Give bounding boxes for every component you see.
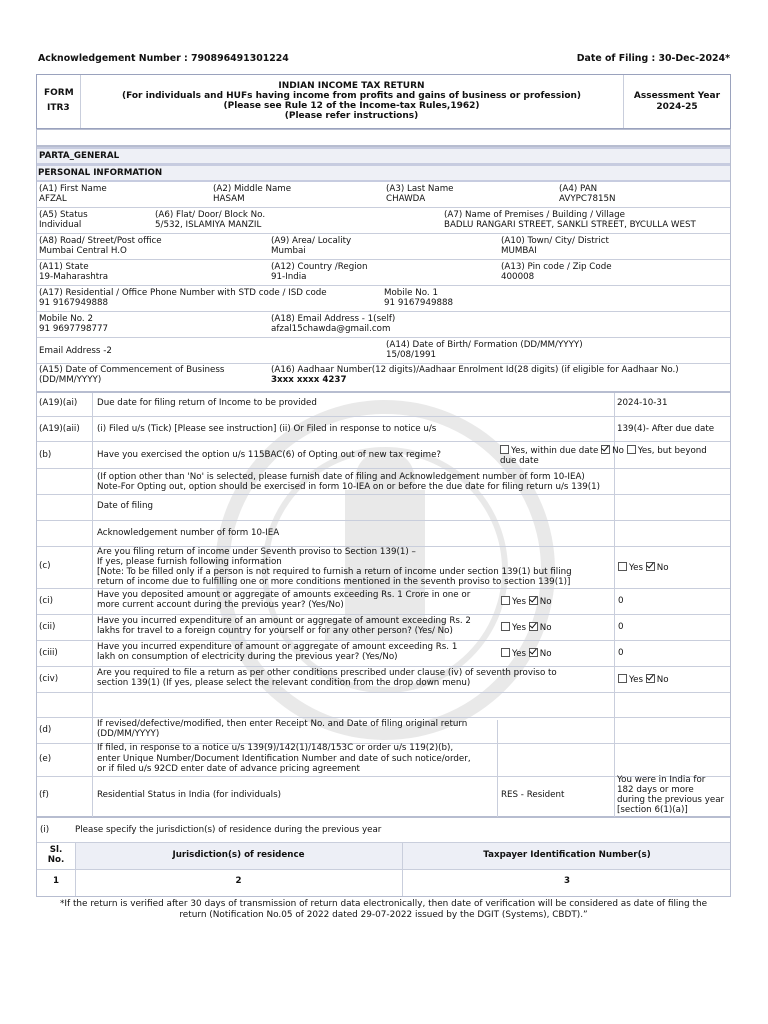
c-no-checkbox[interactable] [646,562,655,571]
c-yes-label: Yes [629,563,644,573]
civ-yes-label: Yes [629,675,644,685]
aadhaar-label: (A16) Aadhaar Number(12 digits)/Aadhaar Enrolment Id(28 digits) (if eligible for Aadhaar No.) [271,365,679,375]
pin-code-label: (A13) Pin code / Zip Code [501,262,612,272]
mobile1-label: Mobile No. 1 [384,288,438,298]
e-code: (e) [39,754,52,764]
civ-no-checkbox[interactable] [646,674,655,683]
c-line-3: [Note: To be filled only if a person is not required to furnish a return of income under section 139(1) but filing [97,567,572,577]
a19aii-text: (i) Filed u/s (Tick) [Please see instruction] (ii) Or Filed in response to notice u/s [97,424,437,434]
date-of-filing: Date of Filing : 30-Dec-2024* [576,53,730,64]
ci-value: 0 [618,596,624,606]
cii-line-2: lakhs for travel to a foreign country for yourself or for any other person? (Yes/ No) [97,626,453,636]
form-title-line4: (Please refer instructions) [284,111,419,121]
b-no-checkbox[interactable] [601,445,610,454]
b-text: Have you exercised the option u/s 115BAC(6) of Opting out of new tax regime? [97,450,442,460]
b-yes-beyond-label: Yes, but beyond [637,446,707,456]
cii-code: (cii) [39,622,56,632]
ci-line-1: Have you deposited amount or aggregate of amounts exceeding Rs. 1 Crore in one or [97,590,471,600]
cii-line-1: Have you incurred expenditure of an amount or aggregate of amount exceeding Rs. 2 [97,616,471,626]
ciii-no-checkbox[interactable] [529,648,538,657]
f-right-4: [section 6(1)(a)] [617,805,688,815]
a19ai-code: (A19)(ai) [39,398,78,408]
dob-label: (A14) Date of Birth/ Formation (DD/MM/YYYY) [386,340,583,350]
a19ai-text: Due date for filing return of Income to be provided [97,398,317,408]
aadhaar-value: 3xxx xxxx 4237 [271,375,347,385]
ciii-line-2: lakh on consumption of electricity during the previous year? (Yes/No) [97,652,398,662]
premises-label: (A7) Name of Premises / Building / Village [444,210,625,220]
form-title-line1: INDIAN INCOME TAX RETURN [278,81,425,91]
form-name: ITR3 [47,103,70,113]
town-city-label: (A10) Town/ City/ District [501,236,609,246]
country-label: (A12) Country /Region [271,262,368,272]
dob-value: 15/08/1991 [386,350,437,360]
i-text: Please specify the jurisdiction(s) of residence during the previous year [75,825,382,835]
ciii-yes-checkbox[interactable] [501,648,510,657]
jurisdiction-box [36,817,731,897]
note-line-2: Note-For Opting out, option should be exercised in form 10-IEA on or before the due date for filing return u/s 139(1) [97,482,601,492]
mobile2-value: 91 9697798777 [39,324,109,334]
commencement-label-2: (DD/MM/YYYY) [39,375,102,385]
d-line-1: If revised/defective/modified, then enter Receipt No. and Date of filing original return [97,719,468,729]
commencement-label-1: (A15) Date of Commencement of Business [39,365,225,375]
personal-information-box [36,146,731,392]
e-line-1: If filed, in response to a notice u/s 139(9)/142(1)/148/153C or order u/s 119(2)(b), [97,743,454,753]
table-row-sl: 1 [52,876,60,886]
b-code: (b) [39,450,52,460]
ciii-value: 0 [618,648,624,658]
ci-yes-label: Yes [512,597,527,607]
last-name-label: (A3) Last Name [386,184,454,194]
status-value: Individual [39,220,82,230]
table-header-jurisdiction: Jurisdiction(s) of residence [172,850,305,860]
area-locality-label: (A9) Area/ Locality [271,236,352,246]
b-yes-beyond-checkbox[interactable] [627,445,636,454]
ci-no-label: No [539,597,552,607]
status-label: (A5) Status [39,210,88,220]
b-no-label: No [612,446,624,456]
b-yes-beyond-label-2: due date [500,456,539,466]
table-row-jurisdiction: 2 [235,876,242,886]
cii-yes-no [501,622,552,634]
last-name-value: CHAWDA [386,194,426,204]
first-name-value: AFZAL [39,194,67,204]
pan-label: (A4) PAN [559,184,598,194]
town-city-value: MUMBAI [501,246,537,256]
f-right-2: 182 days or more [617,785,694,795]
form-label: FORM [44,88,74,98]
phone-number-value: 91 9167949888 [39,298,109,308]
ack-10iea-label: Acknowledgement number of form 10-IEA [97,528,280,538]
b-options [500,445,707,457]
first-name-label: (A1) First Name [39,184,107,194]
road-street-label: (A8) Road/ Street/Post office [39,236,162,246]
road-street-value: Mumbai Central H.O [39,246,127,256]
c-line-2: If yes, please furnish following information [97,557,282,567]
ci-no-checkbox[interactable] [529,596,538,605]
footer-note [36,899,731,921]
acknowledgement-number: Acknowledgement Number : 790896491301224 [38,53,289,64]
table-header-sl: Sl. [49,845,63,855]
c-no-label: No [656,563,669,573]
assessment-year-label: Assessment Year [633,91,721,101]
phone-number-label: (A17) Residential / Office Phone Number with STD code / ISD code [39,288,327,298]
email2-label: Email Address -2 [39,346,112,356]
table-header-tin: Taxpayer Identification Number(s) [483,850,651,860]
d-code: (d) [39,725,52,735]
a19aii-code: (A19)(aii) [39,424,80,434]
date-of-filing-label: Date of filing [97,501,153,511]
pan-value: AVYPC7815N [559,194,616,204]
footer-line-1: *If the return is verified after 30 days of transmission of return data electronically, then date of verification will be considered as date of filing the [59,899,708,909]
ciii-no-label: No [539,649,552,659]
cii-yes-label: Yes [512,623,527,633]
f-right-3: during the previous year [617,795,725,805]
mobile1-value: 91 9167949888 [384,298,454,308]
ciii-line-1: Have you incurred expenditure of amount or aggregate of amount exceeding Rs. 1 [97,642,458,652]
state-label: (A11) State [39,262,89,272]
footer-line-2: return (Notification No.05 of 2022 dated 29-07-2022 issued by the DGIT (Systems), CBDT).” [179,910,588,920]
f-right-1: You were in India for [617,775,706,785]
note-line-1: (If option other than 'No' is selected, please furnish date of filing and Acknowledgement number of form 10-IEA) [97,472,585,482]
ci-yes-no [501,596,552,608]
cii-yes-checkbox[interactable] [501,622,510,631]
f-code: (f) [39,790,49,800]
table-header-no: No. [47,855,65,865]
a19aii-value: 139(4)- After due date [617,424,715,434]
cii-no-label: No [539,623,552,633]
e-line-3: or if filed u/s 92CD enter date of advance pricing agreement [97,764,360,774]
civ-line-2: section 139(1) (If yes, please select the relevant condition from the drop down menu) [97,678,471,688]
spacer-row [36,129,731,146]
filing-details-box [36,392,731,817]
area-locality-value: Mumbai [271,246,306,256]
mobile2-label: Mobile No. 2 [39,314,93,324]
civ-no-label: No [656,675,669,685]
civ-line-1: Are you required to file a return as per other conditions prescribed under clause (iv) of seventh proviso to [97,668,557,678]
country-value: 91-India [271,272,307,282]
f-value: RES - Resident [501,790,565,800]
b-yes-within-checkbox[interactable] [500,445,509,454]
c-line-4: return of income due to fulfilling one or more conditions mentioned in the seventh proviso to section 139(1)] [97,577,571,587]
b-yes-within-label: Yes, within due date [511,446,599,456]
state-value: 19-Maharashtra [39,272,109,282]
ciii-yes-no [501,648,552,660]
ciii-code: (ciii) [39,648,58,658]
premises-value: BADLU RANGARI STREET, SANKLI STREET, BYCULLA WEST [444,220,696,230]
middle-name-label: (A2) Middle Name [213,184,292,194]
ci-yes-checkbox[interactable] [501,596,510,605]
civ-yes-checkbox[interactable] [618,674,627,683]
e-line-2: enter Unique Number/Document Identification Number and date of such notice/order, [97,754,471,764]
flat-door-label: (A6) Flat/ Door/ Block No. [155,210,266,220]
i-code: (i) [40,825,50,835]
d-line-2: (DD/MM/YYYY) [97,729,160,739]
c-yes-no [618,562,669,574]
c-yes-checkbox[interactable] [618,562,627,571]
cii-value: 0 [618,622,624,632]
c-line-1: Are you filing return of income under Seventh proviso to Section 139(1) – [97,547,416,557]
ci-code: (ci) [39,596,53,606]
table-row-tin: 3 [563,876,571,886]
form-title-line3: (Please see Rule 12 of the Income-tax Rules,1962) [223,101,480,111]
pin-code-value: 400008 [501,272,535,282]
assessment-year-value: 2024-25 [656,102,698,112]
email1-label: (A18) Email Address - 1(self) [271,314,396,324]
section-personal-information: PERSONAL INFORMATION [38,168,163,178]
cii-no-checkbox[interactable] [529,622,538,631]
f-text: Residential Status in India (for individuals) [97,790,281,800]
ci-line-2: more current account during the previous year? (Yes/No) [97,600,344,610]
ciii-yes-label: Yes [512,649,527,659]
c-code: (c) [39,561,51,571]
civ-yes-no [618,674,669,686]
email1-value: afzal15chawda@gmail.com [271,324,391,334]
section-parta-general: PARTA_GENERAL [39,151,120,161]
a19ai-value: 2024-10-31 [617,398,668,408]
civ-code: (civ) [39,674,59,684]
form-title-line2: (For individuals and HUFs having income from profits and gains of business or profession) [121,91,582,101]
form-title-box [36,74,731,129]
middle-name-value: HASAM [213,194,245,204]
flat-door-value: 5/532, ISLAMIYA MANZIL [155,220,262,230]
